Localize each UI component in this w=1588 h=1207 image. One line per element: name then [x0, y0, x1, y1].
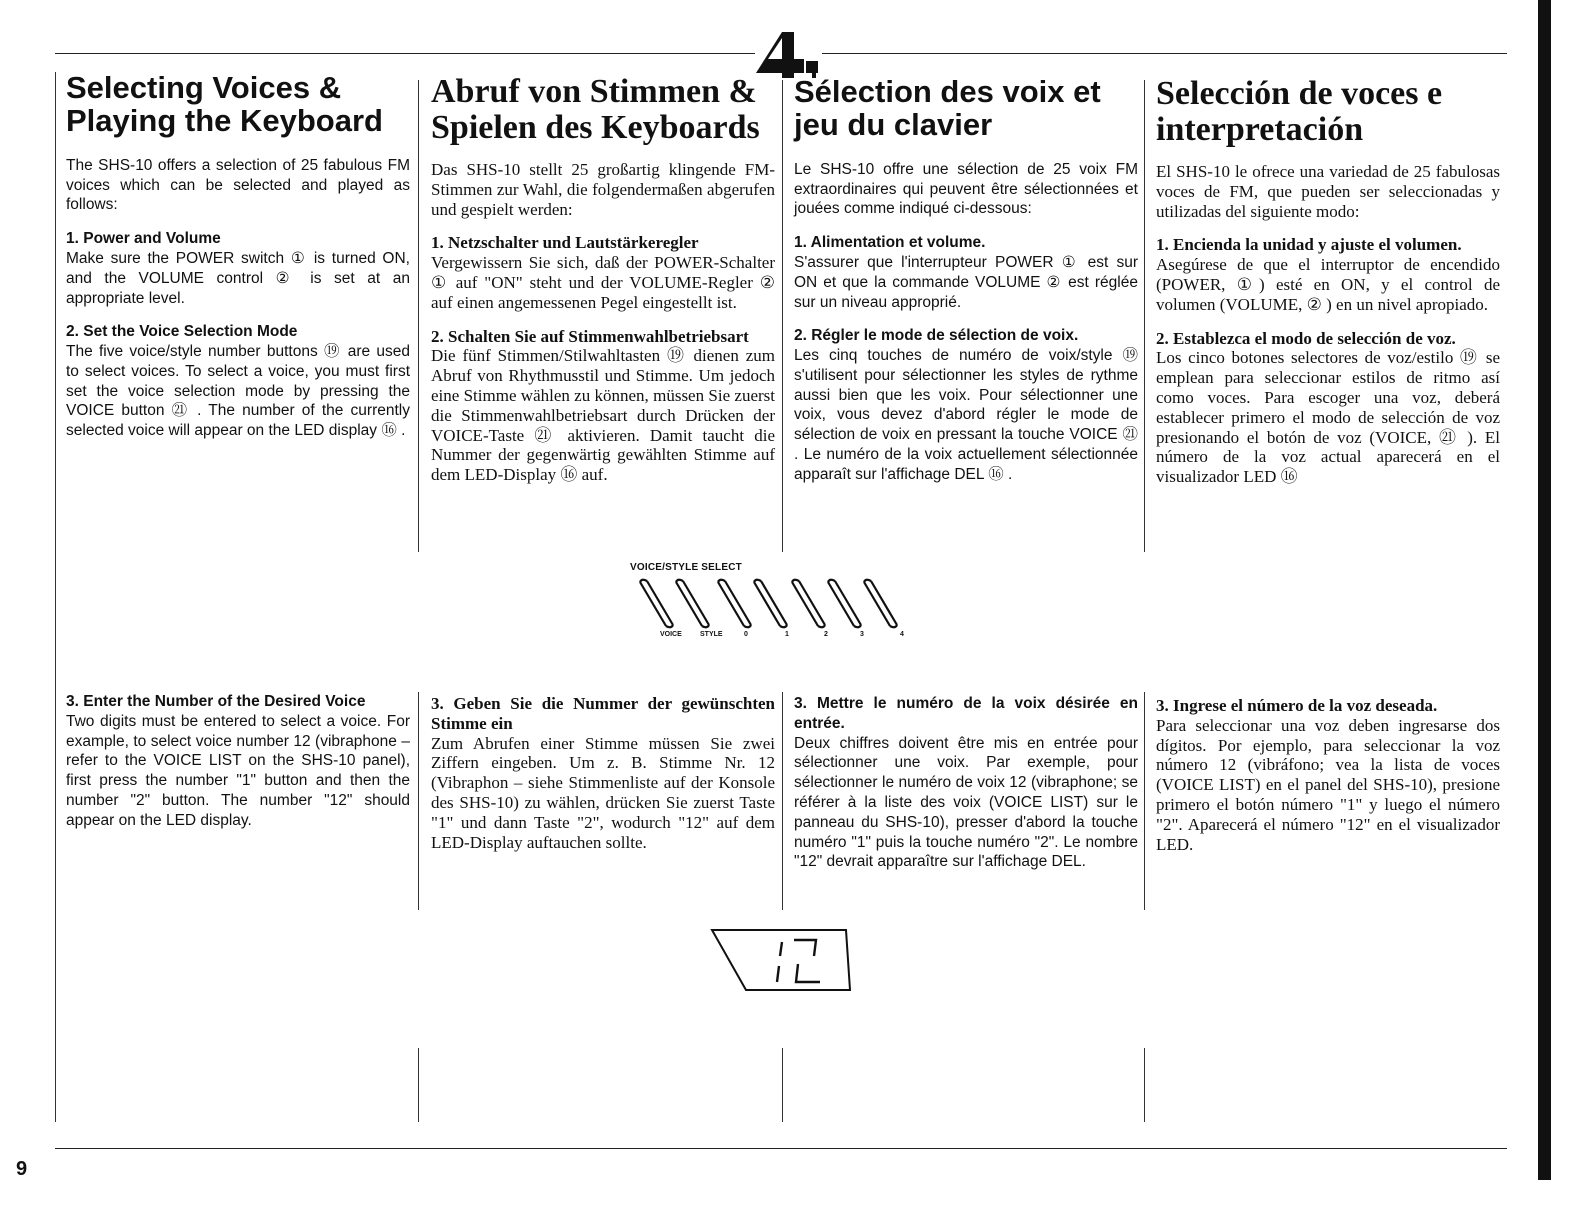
step1-body-spanish: Asegúrese de que el interruptor de encendido (POWER, ①) esté en ON, y el control de volumen (VOLUME, ② ) en un nivel apropiado.: [1156, 255, 1500, 314]
page-edge-bar: [1538, 0, 1551, 1180]
voice-style-select-diagram: [622, 562, 922, 644]
step1-heading-french: 1. Alimentation et volume.: [794, 234, 986, 252]
column-divider: [782, 80, 783, 552]
title-spanish: Selección de voces e interpretación: [1156, 75, 1443, 149]
step3-heading-english: 3. Enter the Number of the Desired Voice: [66, 693, 366, 710]
button-voice-icon: [640, 580, 673, 628]
step3-heading-german: 3. Geben Sie die Nummer der gewünschten Stimme ein: [431, 694, 775, 733]
voice-style-buttons: [622, 562, 922, 644]
step1-body-german: Vergewissern Sie sich, daß der POWER-Schalter ① auf "ON" steht und der VOLUME-Regler ② auf einen angemessenen Pegel eingestellt ist.: [431, 253, 775, 312]
step3-spanish: [1156, 696, 1500, 854]
led-display: [710, 926, 852, 994]
title-french: Sélection des voix et jeu du clavier: [794, 74, 1101, 142]
step2-body-spanish: Los cinco botones selectores de voz/estilo ⑲ se emplean para seleccionar estilos de ritmo así como voces. Para escoger una voz, deberá establecer primero el modo de selección de voz presionando el botón de voz (VOICE, ㉑ ). El número de la voz actual aparecerá en el visualizador LED ⑯: [1156, 348, 1500, 487]
step3-heading-french: 3. Mettre le numéro de la voix désirée en entrée.: [794, 695, 1138, 732]
step3-body-english: Two digits must be entered to select a voice. For example, to select voice number 12 (vibraphone – refer to the VOICE LIST on the SHS-10 panel), first press the number "1" button and then the number "2" button. The number "12" should appear on the LED display.: [66, 712, 410, 829]
step1-heading-german: 1. Netzschalter und Lautstärkeregler: [431, 233, 699, 253]
diagram-label: 4: [900, 631, 904, 638]
step3-heading-spanish: 3. Ingrese el número de la voz deseada.: [1156, 696, 1438, 715]
intro-spanish: El SHS-10 le ofrece una variedad de 25 fabulosas voces de FM, que pueden ser seleccionadas y utilizadas del siguiente modo:: [1156, 162, 1500, 221]
diagram-label: 1: [785, 631, 789, 638]
step3-german: [431, 694, 775, 852]
step3-body-french: Deux chiffres doivent être mis en entrée pour sélectionner une voix. Par exemple, pour sélectionner le numéro de voix 12 (vibraphone; se référer à la liste des voix (VOICE LIST) sur le panneau du SHS-10), presser d'abord la touche numéro "1" puis la touche numéro "2". Le nombre "12" devrait apparaître sur l'affichage DEL.: [794, 734, 1138, 871]
step3-body-spanish: Para seleccionar una voz deben ingresarse dos dígitos. Por ejemplo, para seleccionar la voz número 12 (vibráfono; vea la lista de voces (VOICE LIST) en el panel del SHS-10), presione primero el botón número "1" y luego el número "2". Aparecerá el número "12" en el visualizador LED.: [1156, 715, 1500, 854]
column-french: [794, 76, 1138, 485]
top-rule-left: [55, 53, 755, 54]
led-value: 12: [710, 926, 712, 927]
step2-heading-german: 2. Schalten Sie auf Stimmenwahlbetriebsart: [431, 326, 749, 346]
button-0-icon: [718, 580, 751, 628]
section-number-mark: [754, 28, 822, 78]
column-english: [66, 72, 410, 441]
title-german: Abruf von Stimmen & Spielen des Keyboards: [431, 73, 760, 147]
step3-french: [794, 694, 1138, 872]
diagram-label: STYLE: [700, 631, 723, 638]
button-4-icon: [864, 580, 897, 628]
step1-heading-spanish: 1. Encienda la unidad y ajuste el volumen.: [1156, 235, 1462, 255]
button-style-icon: [676, 580, 709, 628]
button-1-icon: [754, 580, 787, 628]
column-divider: [418, 80, 419, 552]
column-german: [431, 74, 775, 485]
step1-body-english: Make sure the POWER switch ① is turned ON, and the VOLUME control ② is set at an appropriate level.: [66, 249, 410, 307]
column-divider: [782, 692, 783, 910]
title-english: Selecting Voices & Playing the Keyboard: [66, 70, 383, 138]
top-rule-right: [822, 53, 1507, 54]
column-divider: [418, 692, 419, 910]
step2-body-english: The five voice/style number buttons ⑲ are used to select voices. To select a voice, you must first set the voice selection mode by pressing the VOICE button ㉑ . The number of the currently selected voice will appear on the LED display ⑯ .: [66, 343, 410, 440]
diagram-title: VOICE/STYLE SELECT: [630, 562, 742, 573]
column-divider: [418, 1048, 419, 1122]
left-rule: [55, 72, 56, 1122]
button-2-icon: [792, 580, 825, 628]
intro-french: Le SHS-10 offre une sélection de 25 voix FM extraordinaires qui peuvent être sélectionnées et jouées comme indiqué ci-dessous:: [794, 160, 1138, 218]
diagram-label: 0: [744, 631, 748, 638]
column-divider: [782, 1048, 783, 1122]
step2-body-german: Die fünf Stimmen/Stilwahltasten ⑲ dienen zum Abruf von Rhythmusstil und Stimme. Um jedoch eine Stimme wählen zu können, müssen Sie zuerst die Stimmenwahlbetriebsart durch Drücken der VOICE-Taste ㉑ aktivieren. Damit taucht die Nummer der gegenwärtig gewählten Stimme auf dem LED-Display ⑯ auf.: [431, 346, 775, 485]
intro-english: The SHS-10 offers a selection of 25 fabulous FM voices which can be selected and played as follows:: [66, 156, 410, 214]
column-divider: [1144, 1048, 1145, 1122]
diagram-label: 3: [860, 631, 864, 638]
step2-heading-english: 2. Set the Voice Selection Mode: [66, 323, 298, 341]
column-spanish: [1156, 76, 1500, 487]
section-number: 4: [754, 28, 755, 29]
bottom-rule: [55, 1148, 1507, 1149]
diagram-label: VOICE: [660, 631, 682, 638]
step3-body-german: Zum Abrufen einer Stimme müssen Sie zwei Ziffern eingeben. Um z. B. Stimme Nr. 12 (Vibraphon – siehe Stimmenliste auf der Konsole des SHS-10) zu wählen, drücken Sie zuerst Taste "1" und dann Taste "2", wodurch "12" auf dem LED-Display auftauchen sollte.: [431, 733, 775, 852]
intro-german: Das SHS-10 stellt 25 großartig klingende FM-Stimmen zur Wahl, die folgendermaßen abgerufen und gespielt werden:: [431, 160, 775, 219]
page-number: 9: [16, 1158, 28, 1180]
step2-body-french: Les cinq touches de numéro de voix/style ⑲ s'utilisent pour sélectionner les styles de rythme aussi bien que les voix. Pour sélectionner une voix, vous devez d'abord régler le mode de sélection de voix en pressant la touche VOICE ㉑ . Le numéro de la voix actuellement sélectionnée apparaît sur l'affichage DEL ⑯ .: [794, 347, 1138, 483]
step1-heading-english: 1. Power and Volume: [66, 230, 221, 248]
diagram-label: 2: [824, 631, 828, 638]
step1-body-french: S'assurer que l'interrupteur POWER ① est sur ON et que la commande VOLUME ② est réglée sur un niveau approprié.: [794, 253, 1138, 311]
column-divider: [1144, 692, 1145, 910]
column-divider: [1144, 80, 1145, 552]
button-3-icon: [828, 580, 861, 628]
step2-heading-french: 2. Régler le mode de sélection de voix.: [794, 327, 1079, 345]
step3-english: [66, 692, 410, 831]
step2-heading-spanish: 2. Establezca el modo de selección de voz.: [1156, 328, 1456, 348]
led-digits: [777, 940, 820, 982]
